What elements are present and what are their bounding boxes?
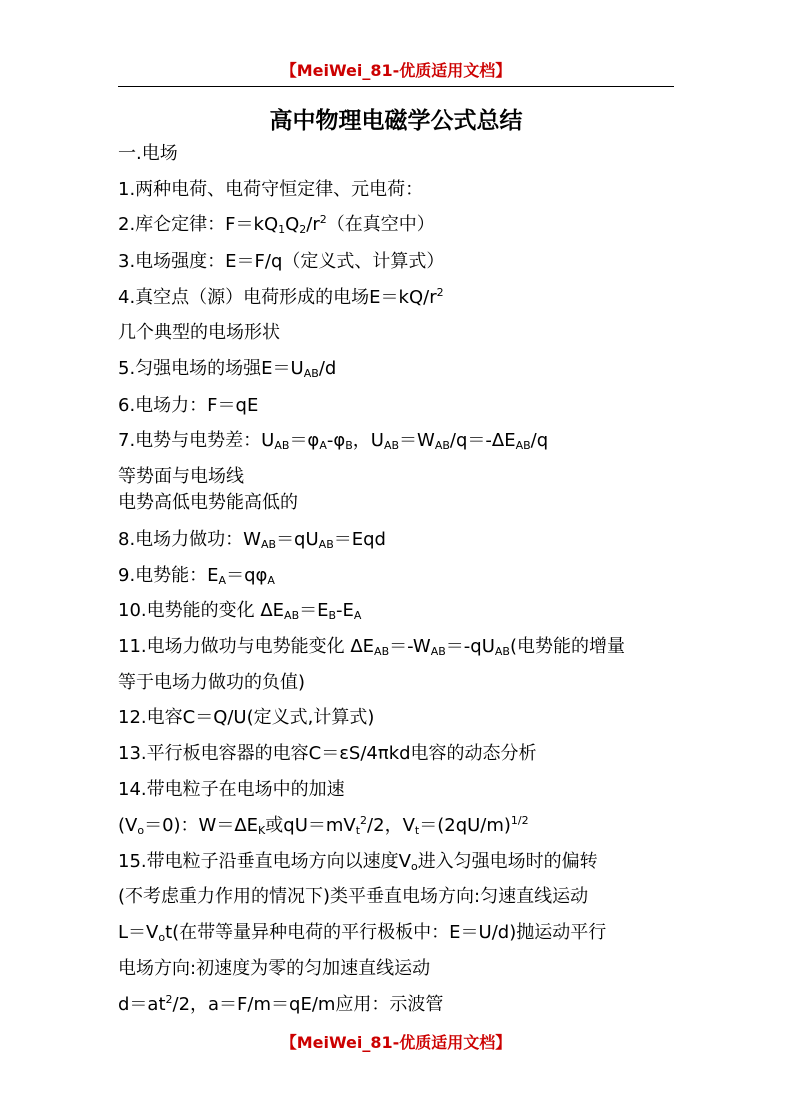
text-run: (电势能的增量 <box>509 636 625 657</box>
subscript: 1 <box>278 223 286 236</box>
text-line <box>118 599 361 623</box>
text-run: 9.电势能：E <box>118 565 219 586</box>
text-line <box>118 706 374 730</box>
text-run: ＝E <box>299 600 329 621</box>
text-line <box>118 993 443 1017</box>
text-run: (V <box>118 815 138 836</box>
subscript: AB <box>515 439 531 452</box>
text-line <box>118 286 444 310</box>
text-run: 13.平行板电容器的电容C＝εS/4πkd电容的动态分析 <box>118 743 537 764</box>
subscript: A <box>218 574 227 587</box>
subscript: AB <box>374 645 390 658</box>
text-run: 2.库仑定律：F＝kQ <box>118 214 279 235</box>
text-run: /2，V <box>367 815 415 836</box>
superscript: 2 <box>165 993 173 1006</box>
subscript: 2 <box>299 223 307 236</box>
text-line <box>118 814 529 838</box>
text-run: /d <box>318 358 337 379</box>
subscript: AB <box>274 439 290 452</box>
text-run: /q＝-ΔE <box>449 430 516 451</box>
text-run: ＝qφ <box>226 565 268 586</box>
subscript: o <box>158 931 166 944</box>
subscript: o <box>137 824 145 837</box>
text-line <box>118 635 625 659</box>
text-run: 进入匀强电场时的偏转 <box>417 851 598 872</box>
header-divider <box>118 86 674 87</box>
text-run: 几个典型的电场形状 <box>118 322 280 343</box>
text-line <box>118 742 537 766</box>
text-run: ＝-qU <box>445 636 495 657</box>
text-run: 10.电势能的变化 ΔE <box>118 600 285 621</box>
text-run: Q <box>285 214 300 235</box>
superscript: 2 <box>319 213 327 226</box>
text-run: 8.电场力做功：W <box>118 529 261 550</box>
text-line <box>118 465 244 489</box>
text-line <box>118 528 386 552</box>
text-run: 12.电容C＝Q/U(定义式,计算式) <box>118 707 375 728</box>
document-title: 高中物理电磁学公式总结 <box>269 108 523 134</box>
text-run: 3.电场强度：E＝F/q（定义式、计算式） <box>118 251 445 272</box>
superscript: 2 <box>360 814 368 827</box>
subscript: AB <box>260 538 277 551</box>
text-line <box>118 321 280 345</box>
subscript: B <box>328 609 337 622</box>
text-line <box>118 778 345 802</box>
page-header: 【MeiWei_81-优质适用文档】 <box>280 61 512 80</box>
subscript: AB <box>318 538 334 551</box>
text-run: L＝V <box>118 922 159 943</box>
text-run: 7.电势与电势差：U <box>118 430 275 451</box>
text-run: d＝at <box>118 994 166 1015</box>
subscript: AB <box>434 439 450 452</box>
text-line <box>118 491 298 515</box>
subscript: A <box>267 574 275 587</box>
text-run: ＝qU <box>276 529 319 550</box>
text-run: 等势面与电场线 <box>118 466 244 487</box>
text-run: (不考虑重力作用的情况下)类平垂直电场方向:匀速直线运动 <box>118 886 589 907</box>
text-run: t(在带等量异种电荷的平行极板中：E＝U/d)抛运动平行 <box>165 922 607 943</box>
text-run: 一.电场 <box>118 143 178 164</box>
subscript: AB <box>284 609 300 622</box>
text-line <box>118 671 305 695</box>
subscript: o <box>410 860 418 873</box>
text-run: ＝φ <box>289 430 320 451</box>
text-line <box>118 250 444 274</box>
text-run: （在真空中） <box>326 214 435 235</box>
text-run: ，U <box>352 430 384 451</box>
subscript: A <box>353 609 362 622</box>
subscript: AB <box>494 645 510 658</box>
text-run: 14.带电粒子在电场中的加速 <box>118 779 345 800</box>
text-run: ＝W <box>399 430 435 451</box>
text-line <box>118 213 435 237</box>
text-run: 5.匀强电场的场强E＝U <box>118 358 304 379</box>
text-run: ＝(2qU/m) <box>419 815 511 836</box>
text-run: 1.两种电荷、电荷守恒定律、元电荷： <box>118 179 424 200</box>
page-footer: 【MeiWei_81-优质适用文档】 <box>280 1033 512 1052</box>
text-run: 4.真空点（源）电荷形成的电场E＝kQ/r <box>118 287 437 308</box>
subscript: AB <box>383 439 400 452</box>
subscript: K <box>258 824 266 837</box>
text-run: ＝-W <box>389 636 431 657</box>
text-line <box>118 142 178 166</box>
text-run: -φ <box>326 430 346 451</box>
subscript: B <box>345 439 353 452</box>
text-run: /q <box>530 430 549 451</box>
text-run: 6.电场力：F＝qE <box>118 395 259 416</box>
text-run: -E <box>336 600 354 621</box>
subscript: t <box>355 824 361 837</box>
text-run: /r <box>306 214 320 235</box>
subscript: A <box>319 439 327 452</box>
text-line <box>118 357 336 381</box>
superscript: 2 <box>436 286 444 299</box>
text-line <box>118 921 606 945</box>
text-run: ＝0)：W＝ΔE <box>144 815 259 836</box>
text-line <box>118 564 275 588</box>
text-line <box>118 429 548 453</box>
text-line <box>118 885 588 909</box>
text-run: 电场方向:初速度为零的匀加速直线运动 <box>118 958 431 979</box>
text-run: 或qU＝mV <box>265 815 356 836</box>
text-line <box>118 850 598 874</box>
subscript: AB <box>430 645 446 658</box>
text-run: /2，a＝F/m＝qE/m应用：示波管 <box>172 994 444 1015</box>
text-run: 电势高低电势能高低的 <box>118 492 298 513</box>
text-line <box>118 178 423 202</box>
superscript: 1/2 <box>510 814 529 827</box>
text-line <box>118 957 430 981</box>
text-run: ＝Eqd <box>333 529 386 550</box>
text-run: 11.电场力做功与电势能变化 ΔE <box>118 636 375 657</box>
text-run: 15.带电粒子沿垂直电场方向以速度V <box>118 851 411 872</box>
text-line <box>118 394 258 418</box>
text-run: 等于电场力做功的负值) <box>118 672 306 693</box>
subscript: AB <box>303 367 319 380</box>
subscript: t <box>414 824 420 837</box>
